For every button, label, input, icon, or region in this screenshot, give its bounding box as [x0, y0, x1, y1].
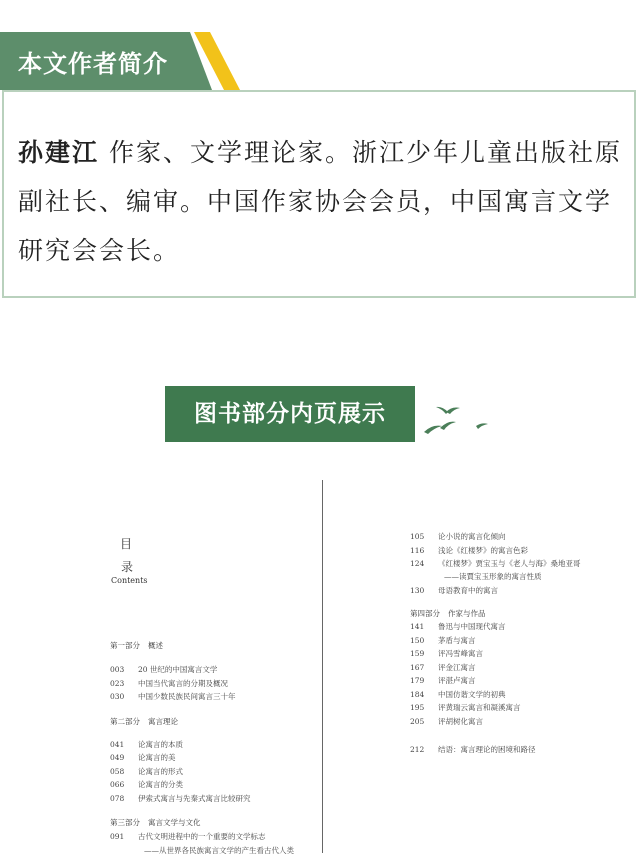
- toc-entry-title: 作家与作品: [448, 609, 486, 618]
- toc-entry: [410, 662, 476, 673]
- toc-entry: [110, 640, 163, 651]
- toc-page-number: 195: [410, 703, 425, 712]
- toc-entry-title: 茅盾与寓言: [438, 636, 476, 645]
- toc-entry-title: 论寓言的形式: [138, 767, 183, 776]
- toc-page-number: 150: [410, 636, 425, 645]
- toc-entry: [410, 621, 506, 632]
- toc-entry-title: 评胡树化寓言: [438, 717, 483, 726]
- toc-entry: [110, 766, 183, 777]
- toc-page-number: 091: [110, 832, 125, 841]
- toc-page-number: 078: [110, 794, 125, 803]
- toc-entry-title: 评金江寓言: [438, 663, 476, 672]
- toc-page-number: 058: [110, 767, 125, 776]
- toc-entry: [110, 793, 251, 804]
- toc-entry-title: 伊索式寓言与先秦式寓言比较研究: [138, 794, 251, 803]
- toc-title-char2: 录: [121, 560, 134, 574]
- toc-entry-title: 论寓言的本质: [138, 740, 183, 749]
- toc-entry-title: ——从世界各民族寓言文学的产生看古代人类: [144, 846, 294, 855]
- toc-page-number: 167: [410, 663, 425, 672]
- page-divider: [322, 480, 323, 853]
- toc-entry-title: 浅论《红楼梦》的寓言色彩: [438, 546, 528, 555]
- toc-entry: [410, 585, 498, 596]
- toc-entry-title: 古代文明进程中的一个重要的文学标志: [138, 832, 266, 841]
- toc-page-number: 130: [410, 586, 425, 595]
- toc-page-number: 184: [410, 690, 425, 699]
- toc-entry-title: 评冯雪峰寓言: [438, 649, 483, 658]
- author-bio-text: 作家、文学理论家。浙江少年儿童出版社原副社长、编审。中国作家协会会员，中国寓言文学研究会会长。: [18, 138, 622, 265]
- toc-page-number: 212: [410, 745, 425, 754]
- toc-entry-title: 鲁迅与中国现代寓言: [438, 622, 506, 631]
- toc-page-number: 023: [110, 679, 125, 688]
- toc-entry: [110, 845, 294, 856]
- toc-entry: [110, 752, 176, 763]
- author-bio: [18, 128, 622, 275]
- toc-entry-title: 评黄瑞云寓言和凝溪寓言: [438, 703, 521, 712]
- toc-page-number: 041: [110, 740, 125, 749]
- toc-entry-title: 寓言文学与文化: [148, 818, 201, 827]
- toc-entry: [410, 531, 506, 542]
- toc-entry-title: 母语教育中的寓言: [438, 586, 498, 595]
- toc-page-number: 124: [410, 559, 425, 568]
- toc-entry: [110, 691, 236, 702]
- section-badge: 图书部分内页展示: [165, 386, 415, 442]
- toc-entry: [410, 558, 581, 569]
- toc-entry: [410, 648, 483, 659]
- toc-entry-title: 结语：寓言理论的困境和路径: [438, 745, 536, 754]
- header-title: 本文作者简介: [18, 50, 168, 78]
- toc-entry: [410, 635, 476, 646]
- toc-page-number: 049: [110, 753, 125, 762]
- toc-page-number: 116: [410, 546, 425, 555]
- toc-entry: [410, 545, 528, 556]
- toc-entry: [410, 608, 486, 619]
- section-header: [0, 22, 640, 92]
- toc-entry: [410, 571, 542, 582]
- toc-entry: [110, 739, 183, 750]
- toc-title-en: Contents: [111, 576, 148, 585]
- toc-entry: [410, 744, 536, 755]
- toc-entry: [110, 831, 266, 842]
- toc-page-number: 179: [410, 676, 425, 685]
- toc-entry-title: 《红楼梦》贾宝玉与《老人与海》桑地亚哥: [438, 559, 581, 568]
- toc-page-number: 第二部分: [110, 717, 140, 726]
- toc-entry: [110, 817, 201, 828]
- toc-entry: [110, 664, 217, 675]
- toc-entry: [410, 702, 521, 713]
- toc-entry-title: 概述: [148, 641, 163, 650]
- toc-entry-title: 中国仿谐文学的初典: [438, 690, 506, 699]
- birds-icon: [420, 398, 500, 442]
- toc-entry: [110, 779, 183, 790]
- toc-entry: [410, 675, 476, 686]
- toc-page-number: 105: [410, 532, 425, 541]
- toc-page-number: 030: [110, 692, 125, 701]
- toc-page-number: 第三部分: [110, 818, 140, 827]
- toc-entry-title: 评湛卢寓言: [438, 676, 476, 685]
- author-name: 孙建江: [18, 138, 100, 167]
- toc-page-number: 141: [410, 622, 425, 631]
- toc-entry-title: 论寓言的分类: [138, 780, 183, 789]
- toc-entry-title: 中国少数民族民间寓言三十年: [138, 692, 236, 701]
- toc-entry-title: 论小说的寓言化倾向: [438, 532, 506, 541]
- toc-page-number: 205: [410, 717, 425, 726]
- toc-entry-title: 中国当代寓言的分期及概况: [138, 679, 228, 688]
- toc-page-number: 第一部分: [110, 641, 140, 650]
- toc-entry: [410, 716, 483, 727]
- toc-title-char1: 目: [120, 537, 133, 551]
- toc-page-number: 159: [410, 649, 425, 658]
- toc-entry: [110, 716, 178, 727]
- toc-entry-title: ——读賈宝玉形象的寓言性质: [444, 572, 542, 581]
- toc-entry-title: 20 世纪的中国寓言文学: [138, 665, 218, 674]
- toc-entry: [110, 678, 228, 689]
- toc-page-number: 第四部分: [410, 609, 440, 618]
- toc-entry: [410, 689, 506, 700]
- toc-page-number: 066: [110, 780, 125, 789]
- toc-entry-title: 论寓言的美: [138, 753, 176, 762]
- toc-page-number: 003: [110, 665, 125, 674]
- toc-entry-title: 寓言理论: [148, 717, 178, 726]
